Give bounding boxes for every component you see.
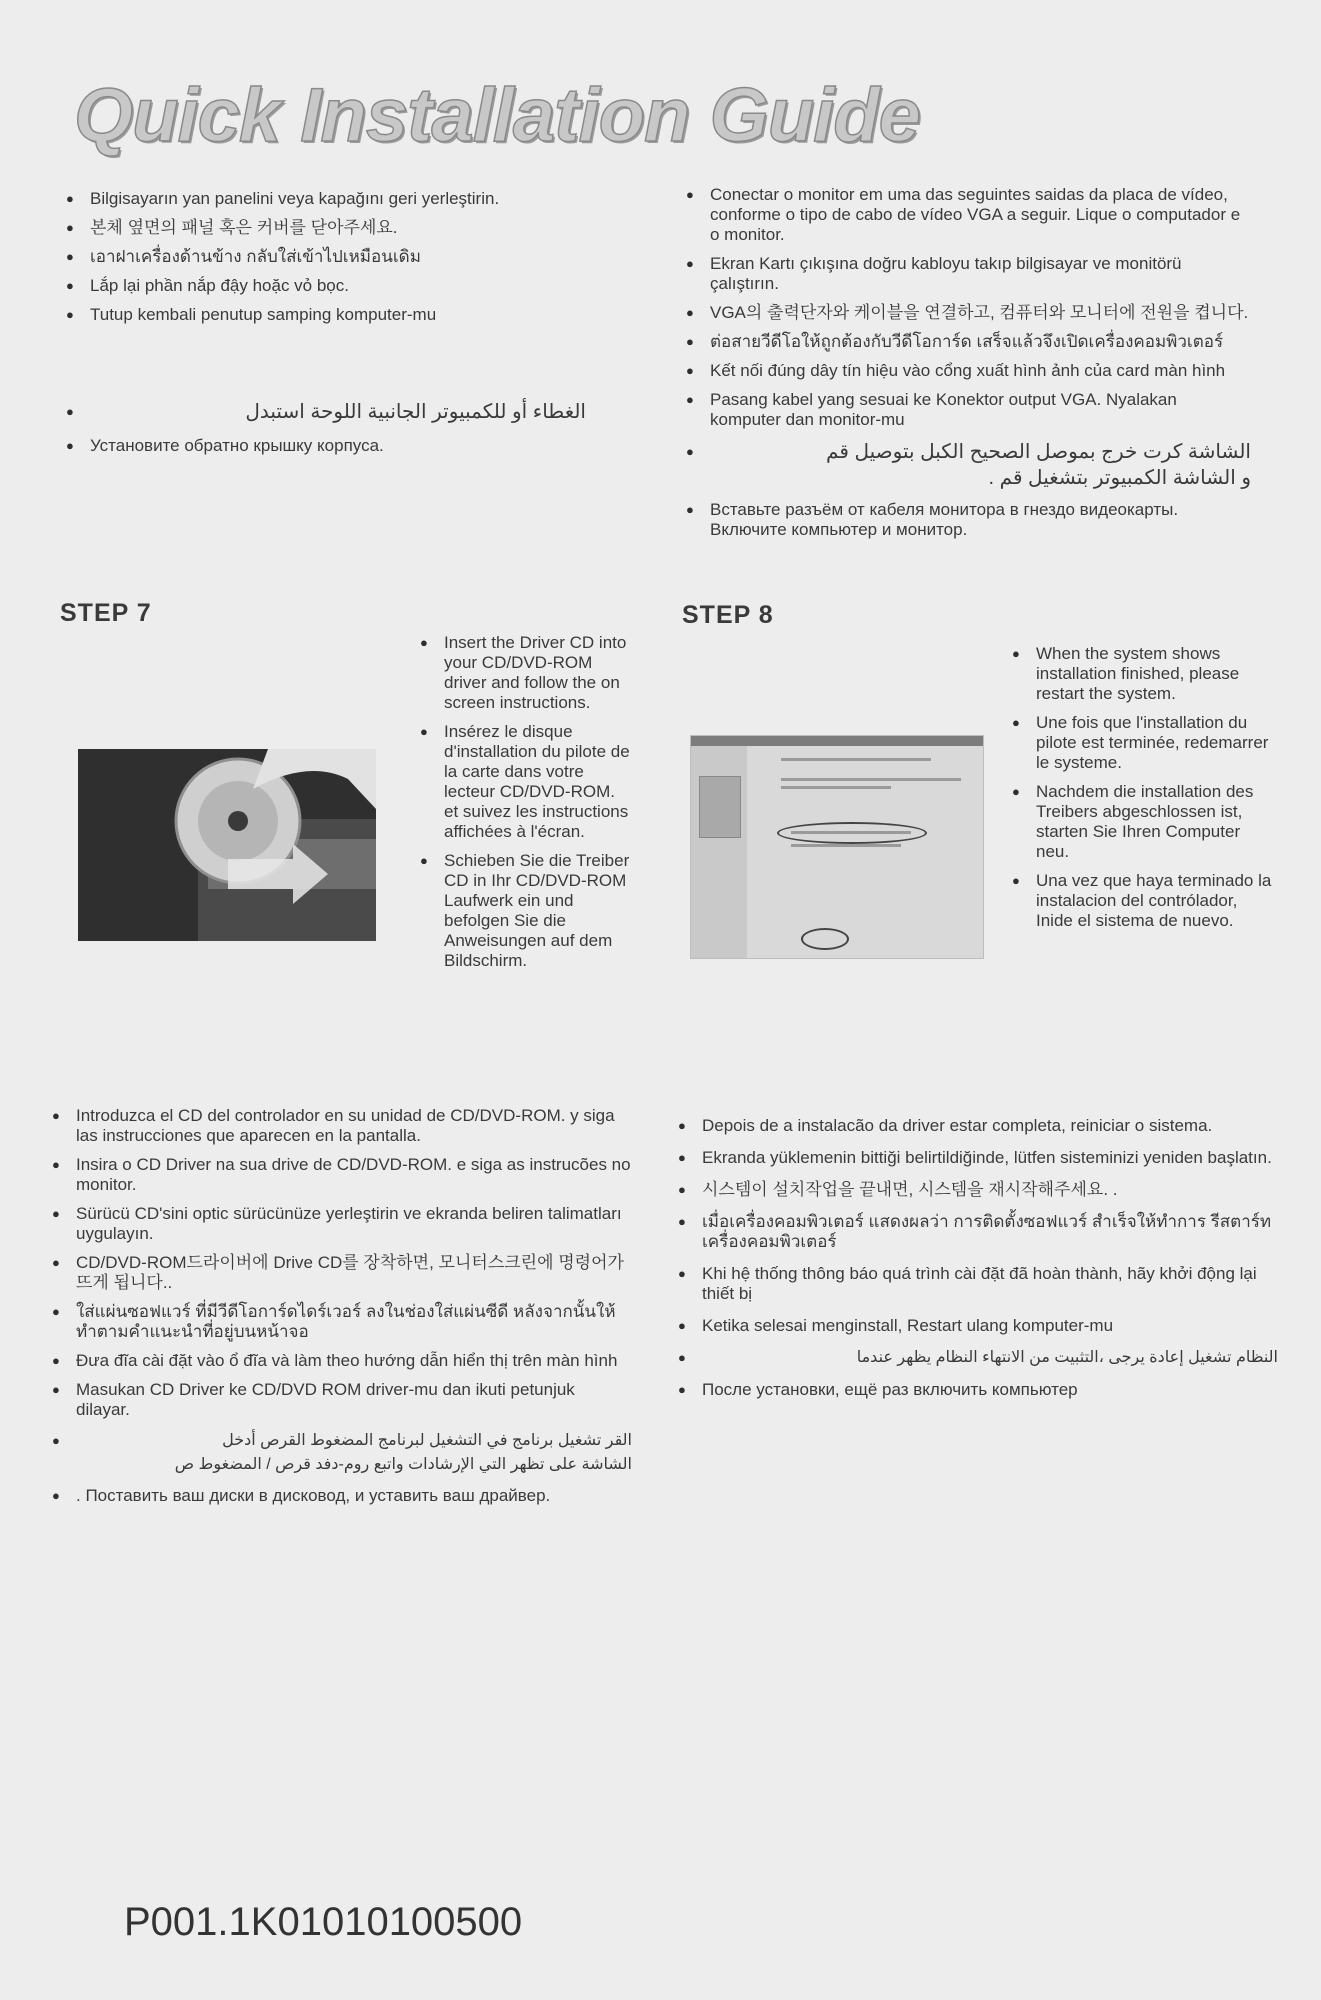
list-item: ● . Поставить ваш диски в дисковод, и уставить ваш драйвер. (52, 1486, 632, 1506)
bottom-right-list (678, 1116, 1278, 1409)
text-line (791, 844, 901, 847)
list-item: ● Pasang kabel yang sesuai ke Konektor output VGA. Nyalakan komputer dan monitor-mu (686, 390, 1251, 430)
top-left-list (66, 189, 626, 334)
list-item: ● Conectar o monitor em uma das seguintes saidas da placa de vídeo, conforme o tipo de cabo de vídeo VGA a seguir. Lique o computador e o monitor. (686, 185, 1251, 245)
arabic-line: ● القر تشغيل برنامج في التشغيل لبرنامج المضغوط القرص أدخل (222, 1432, 632, 1449)
list-item: ● เอาฝาเครื่องด้านข้าง กลับใส่เข้าไปเหมือนเดิม (66, 247, 626, 267)
list-item: ● Tutup kembali penutup samping komputer-mu (66, 305, 626, 325)
list-item: ● Nachdem die installation des Treibers abgeschlossen ist, starten Sie Ihren Computer neu. (1012, 782, 1272, 862)
step7-list (420, 633, 630, 980)
list-item-arabic: ● النظام تشغيل إعادة يرجى ،التثبيت من الانتهاء النظام يظهر عندما (678, 1348, 1278, 1368)
list-item-arabic (52, 1429, 632, 1477)
step8-label: STEP 8 (682, 601, 774, 629)
text-line (781, 758, 931, 761)
list-item: ● Insert the Driver CD into your CD/DVD-ROM driver and follow the on screen instructions. (420, 633, 630, 713)
text-line (781, 786, 891, 789)
list-item: ● Ekran Kartı çıkışına doğru kabloyu takıp bilgisayar ve monitörü çalıştırın. (686, 254, 1251, 294)
list-item: ● После установки, ещё раз включить компьютер (678, 1380, 1278, 1400)
top-left-list-2 (66, 400, 586, 465)
list-item: ● Kết nối đúng dây tín hiệu vào cổng xuất hình ảnh của card màn hình (686, 361, 1251, 381)
list-item: ● Una vez que haya terminado la instalacion del contrólador, Inide el sistema de nuevo. (1012, 871, 1272, 931)
list-item: ● Sürücü CD'sini optic sürücünüze yerleştirin ve ekranda beliren talimatları uygulayın. (52, 1204, 632, 1244)
cd-insert-illustration (78, 749, 376, 941)
setup-complete-screenshot (690, 735, 984, 959)
finish-button-circle (801, 928, 849, 950)
list-item: ● 본체 옆면의 패널 혹은 커버를 닫아주세요. (66, 218, 626, 238)
list-item: ● Introduzca el CD del controlador en su unidad de CD/DVD-ROM. y siga las instrucciones que aparecen en la pantalla. (52, 1106, 632, 1146)
step8-list (1012, 644, 1272, 940)
list-item-arabic (686, 439, 1251, 491)
list-item: ● เมื่อเครื่องคอมพิวเตอร์ แสดงผลว่า การติดตั้งซอฟแวร์ สำเร็จให้ทำการ รีสตาร์ทเครื่องคอมพิวเตอร์ (678, 1212, 1278, 1252)
list-item: ● 시스템이 설치작업을 끝내면, 시스템을 재시작해주세요. . (678, 1180, 1278, 1200)
part-number: P001.1K01010100500 (124, 1900, 523, 1944)
title-bar (691, 736, 983, 746)
arabic-line: الشاشة على تظهر التي الإرشادات واتبع روم-دفد قرص / المضغوط ص (174, 1456, 632, 1473)
list-item: ● Ketika selesai menginstall, Restart ulang komputer-mu (678, 1316, 1278, 1336)
list-item: ● Khi hệ thống thông báo quá trình cài đặt đã hoàn thành, hãy khởi động lại thiết bị (678, 1264, 1278, 1304)
top-right-list (686, 185, 1251, 549)
list-item: ● ใส่แผ่นซอฟแวร์ ที่มีวีดีโอการ์ดไดร์เวอร์ ลงในช่องใส่แผ่นซีดี หลังจากนั้นให้ทำตามคำแนะนำที่อยู่บนหน้าจอ (52, 1302, 632, 1342)
list-item: ● Schieben Sie die Treiber CD in Ihr CD/DVD-ROM Laufwerk ein und befolgen Sie die Anweisungen auf dem Bildschirm. (420, 851, 630, 971)
computer-icon (699, 776, 741, 838)
list-item: ● VGA의 출력단자와 케이블을 연결하고, 컴퓨터와 모니터에 전원을 켭니다. (686, 303, 1251, 323)
bottom-left-list (52, 1106, 632, 1515)
arabic-line: و الشاشة الكمبيوتر بتشغيل قم . (988, 467, 1251, 489)
list-item: ● Masukan CD Driver ke CD/DVD ROM driver-mu dan ikuti petunjuk dilayar. (52, 1380, 632, 1420)
list-item: ● When the system shows installation finished, please restart the system. (1012, 644, 1272, 704)
list-item: ● Вставьте разъём от кабеля монитора в гнездо видеокарты. Включите компьютер и монитор. (686, 500, 1251, 540)
page-title: Quick Installation Guide (74, 73, 920, 158)
arabic-line: ● الشاشة كرت خرج بموصل الصحيح الكبل بتوصيل قم (826, 441, 1251, 463)
list-item-arabic: ● الغطاء أو للكمبيوتر الجانبية اللوحة استبدل (66, 400, 586, 424)
list-item: ● Bilgisayarın yan panelini veya kapağını geri yerleştirin. (66, 189, 626, 209)
text-line (781, 778, 961, 781)
list-item: ● Insérez le disque d'installation du pilote de la carte dans votre lecteur CD/DVD-ROM. et suivez les instructions affichées à l'écran. (420, 722, 630, 842)
cd-drive-photo (78, 749, 376, 941)
list-item: ● Установите обратно крышку корпуса. (66, 436, 586, 456)
list-item: ● Une fois que l'installation du pilote est terminée, redemarrer le systeme. (1012, 713, 1272, 773)
list-item: ● Đưa đĩa cài đặt vào ổ đĩa và làm theo hướng dẫn hiển thị trên màn hình (52, 1351, 632, 1371)
restart-option-circle (777, 822, 927, 844)
step7-label: STEP 7 (60, 599, 152, 627)
list-item: ● CD/DVD-ROM드라이버에 Drive CD를 장착하면, 모니터스크린에 명령어가 뜨게 됩니다.. (52, 1253, 632, 1293)
list-item: ● Insira o CD Driver na sua drive de CD/DVD-ROM. e siga as instrucões no monitor. (52, 1155, 632, 1195)
list-item: ● ต่อสายวีดีโอให้ถูกต้องกับวีดีโอการ์ด เสร็จแล้วจึงเปิดเครื่องคอมพิวเตอร์ (686, 332, 1251, 352)
list-item: ● Depois de a instalacão da driver estar completa, reiniciar o sistema. (678, 1116, 1278, 1136)
list-item: ● Lắp lại phần nắp đậy hoặc vỏ bọc. (66, 276, 626, 296)
list-item: ● Ekranda yüklemenin bittiği belirtildiğinde, lütfen sisteminizi yeniden başlatın. (678, 1148, 1278, 1168)
